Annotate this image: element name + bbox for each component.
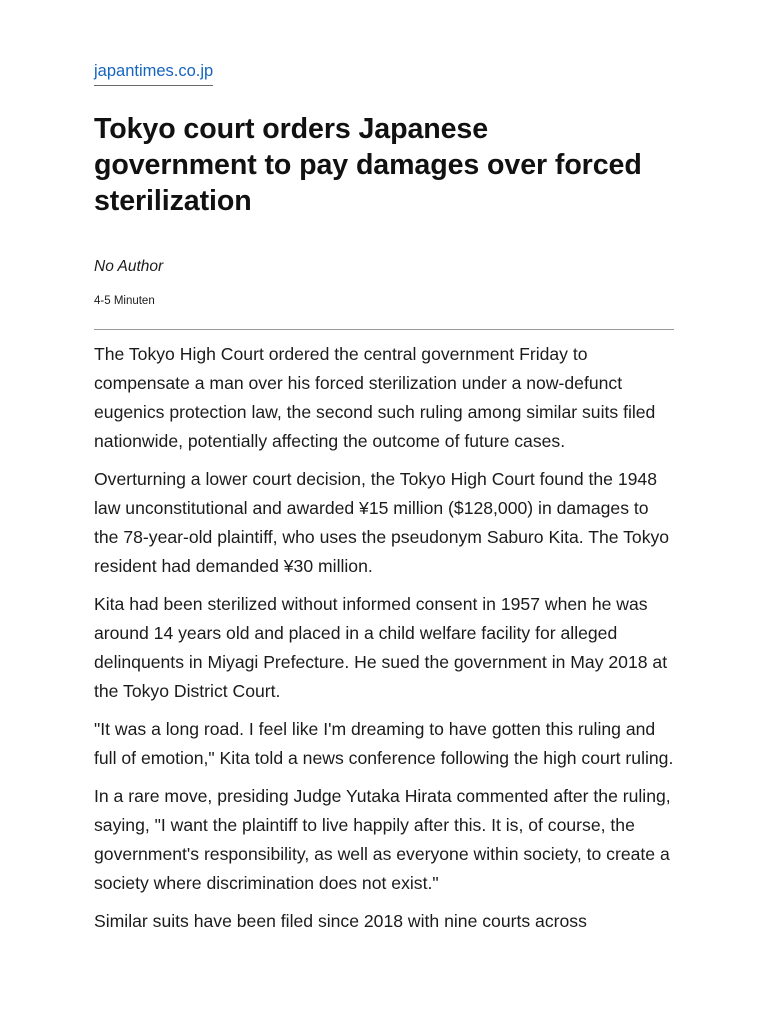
article-paragraph: Similar suits have been filed since 2018 with nine courts across — [94, 911, 587, 931]
source-link[interactable]: japantimes.co.jp — [94, 60, 213, 86]
article-body — [94, 340, 674, 936]
article-title: Tokyo court orders Japanese government to pay damages over forced sterilization — [94, 113, 642, 217]
article-paragraph: In a rare move, presiding Judge Yutaka Hirata commented after the ruling, saying, "I want the plaintiff to live happily after this. It is, of course, the government's responsibility, as well as everyone within society, to create a society where discrimination does not exist." — [94, 786, 671, 893]
article-author: No Author — [94, 258, 164, 275]
reading-time: 4-5 Minuten — [94, 295, 155, 307]
article-paragraph: Overturning a lower court decision, the Tokyo High Court found the 1948 law unconstitutional and awarded ¥15 million ($128,000) in damages to the 78-year-old plaintiff, who uses the pseudonym Saburo Kita. The Tokyo resident had demanded ¥30 million. — [94, 469, 670, 576]
header-divider — [94, 329, 674, 330]
article-paragraph: "It was a long road. I feel like I'm dreaming to have gotten this ruling and full of emotion," Kita told a news conference following the high court ruling. — [94, 719, 674, 768]
article-paragraph: The Tokyo High Court ordered the central government Friday to compensate a man over his forced sterilization under a now-defunct eugenics protection law, the second such ruling among similar suits filed nationwide, potentially affecting the outcome of future cases. — [94, 344, 656, 451]
article-paragraph: Kita had been sterilized without informed consent in 1957 when he was around 14 years old and placed in a child welfare facility for alleged delinquents in Miyagi Prefecture. He sued the government in May 2018 at the Tokyo District Court. — [94, 594, 668, 701]
